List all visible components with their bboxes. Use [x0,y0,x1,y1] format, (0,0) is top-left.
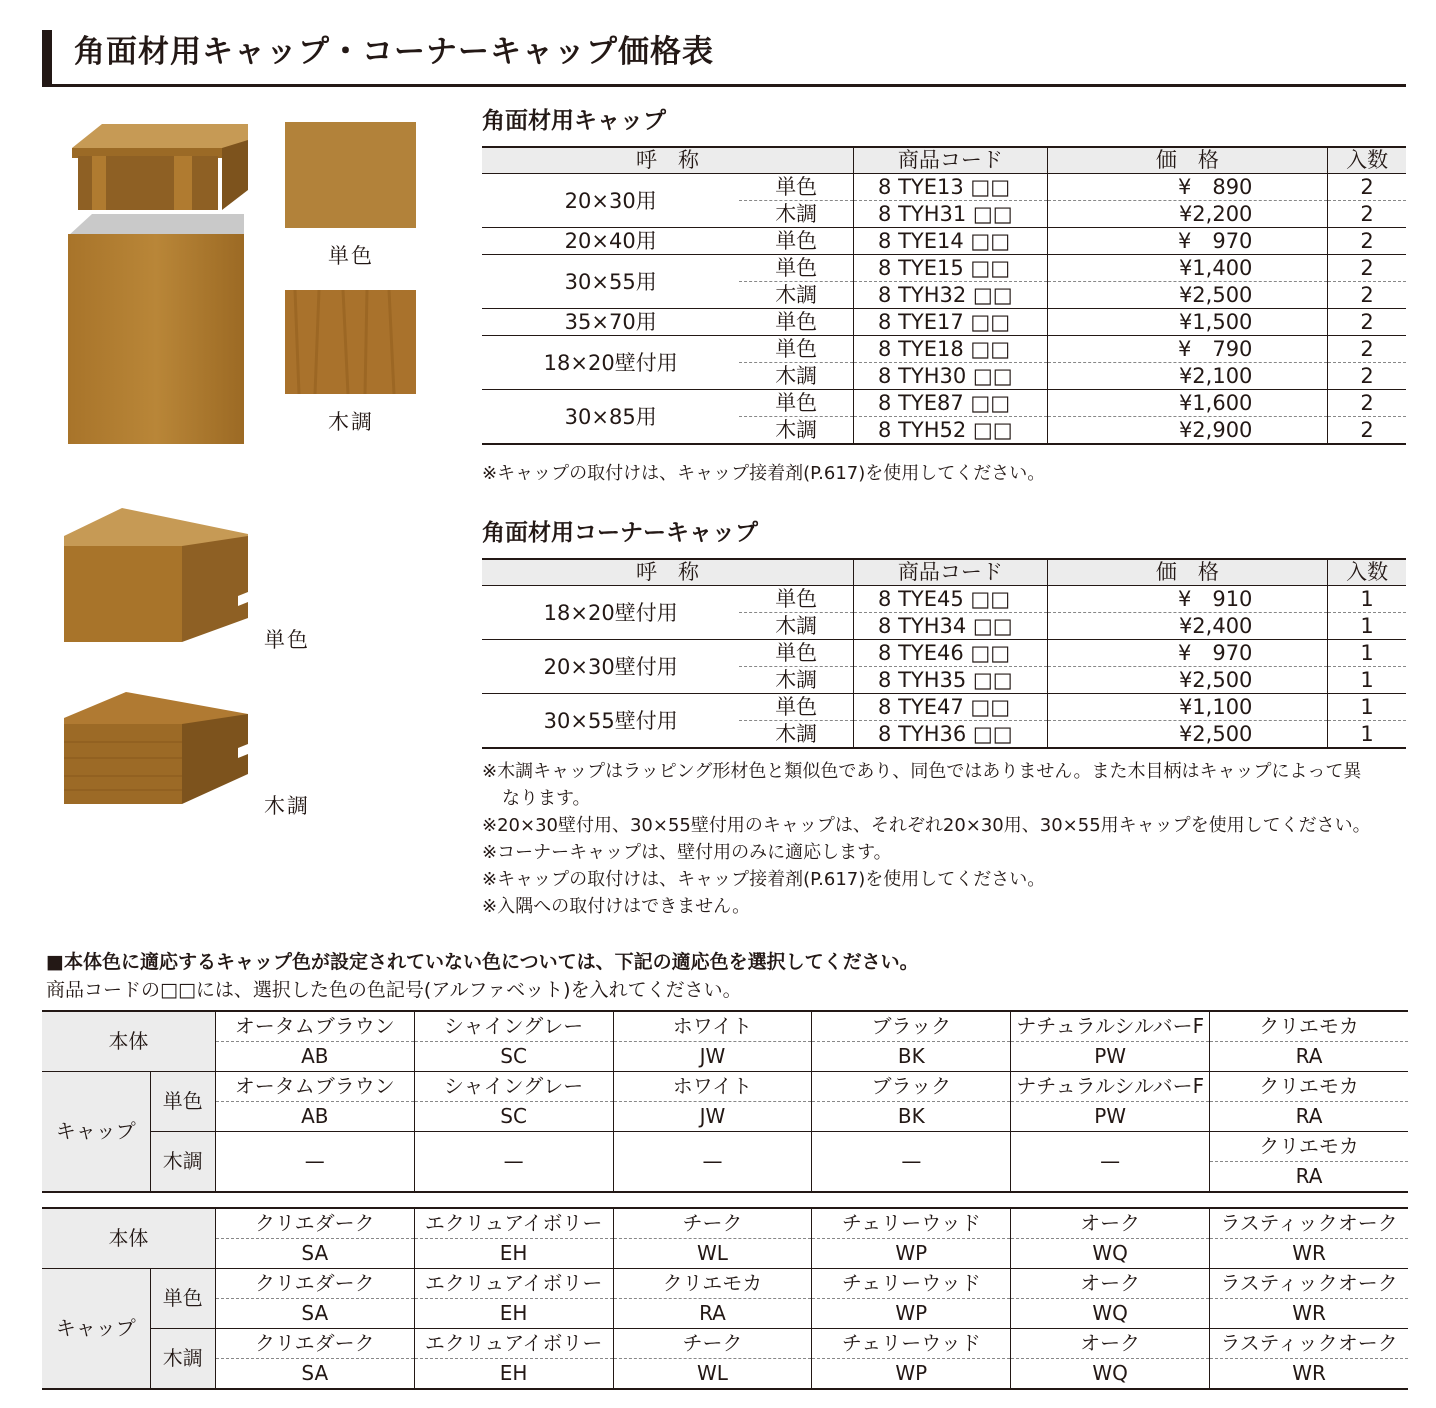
color-name-cell: ナチュラルシルバーF [1011,1011,1210,1042]
note-line: ※キャップの取付けは、キャップ接着剤(P.617)を使用してください。 [482,869,1046,890]
color-code-cell: WP [812,1299,1011,1329]
product-code-cell: 8 TYE46 □□ [854,640,1048,667]
product-code-cell: 8 TYH32 □□ [854,282,1048,309]
color-name-cell: オータムブラウン [215,1011,414,1042]
price-value: ¥1,500 [1178,310,1253,334]
cap-with-post-image [62,118,252,448]
quantity-cell: 1 [1328,586,1406,613]
price-cell [1047,174,1327,201]
table-row [482,640,1406,667]
color-code-row [42,1102,1408,1132]
price-value: ¥ 790 [1177,337,1253,361]
quantity-cell: 1 [1328,613,1406,640]
color-name-cell: エクリュアイボリー [414,1269,613,1299]
product-code-cell: 8 TYE15 □□ [854,255,1048,282]
color-code-cell: WR [1210,1299,1408,1329]
color-code-cell: WQ [1011,1239,1210,1269]
color-code-cell: SA [215,1239,414,1269]
size-cell: 30×55壁付用 [482,694,739,749]
color-table-2 [42,1207,1408,1390]
type-cell: 単色 [739,309,853,336]
color-name-cell: ナチュラルシルバーF [1011,1072,1210,1102]
swatch-label-single: 単色 [328,244,374,268]
color-name-row [42,1072,1408,1102]
corner-cap-wood-image [62,690,254,810]
type-cell: 単色 [739,174,853,201]
color-code-cell: WP [812,1239,1011,1269]
color-name-cell: クリエダーク [215,1269,414,1299]
table-row [482,586,1406,613]
price-value: ¥2,500 [1178,722,1253,746]
color-code-cell: EH [414,1359,613,1390]
color-name-row [42,1208,1408,1239]
note-line: ※コーナーキャップは、壁付用のみに適応します。 [482,842,892,863]
note-line: ※入隅への取付けはできません。 [482,896,751,917]
wood-color-label: 木調 [150,1329,215,1390]
color-name-cell: ブラック [812,1072,1011,1102]
color-code-cell: RA [1210,1042,1408,1072]
price-value: ¥2,500 [1178,283,1253,307]
body-label: 本体 [42,1011,215,1072]
color-code-cell: RA [1210,1162,1408,1193]
single-color-label: 単色 [150,1269,215,1329]
price-value: ¥2,400 [1178,614,1253,638]
color-name-cell: チーク [613,1208,812,1239]
price-cell [1047,363,1327,390]
size-cell: 18×20壁付用 [482,586,739,640]
price-value: ¥1,600 [1178,391,1253,415]
header-qty: 入数 [1328,559,1406,586]
color-name-cell: オーク [1011,1208,1210,1239]
color-name-cell: オータムブラウン [215,1072,414,1102]
cap-table-title: 角面材用キャップ [482,108,666,134]
table-row [482,309,1406,336]
type-cell: 木調 [739,363,853,390]
title-accent-bar [42,30,52,86]
type-cell: 木調 [739,721,853,749]
note-line: ※20×30壁付用、30×55壁付用のキャップは、それぞれ20×30用、30×55用キャップを使用してください。 [482,815,1371,836]
color-name-row [42,1132,1408,1162]
color-code-cell: WR [1210,1359,1408,1390]
color-name-cell: ラスティックオーク [1210,1329,1408,1359]
swatch-label-wood: 木調 [328,410,374,434]
color-table-1 [42,1010,1408,1193]
type-cell: 単色 [739,336,853,363]
type-cell: 単色 [739,640,853,667]
product-code-cell: 8 TYH34 □□ [854,613,1048,640]
product-code-cell: 8 TYE14 □□ [854,228,1048,255]
size-cell: 35×70用 [482,309,739,336]
cap-label: キャップ [42,1269,150,1390]
cap-note [482,460,1045,487]
product-code-cell: 8 TYH52 □□ [854,417,1048,445]
type-cell: 単色 [739,228,853,255]
table-row [482,694,1406,721]
color-name-cell: クリエモカ [1210,1072,1408,1102]
type-cell: 木調 [739,613,853,640]
quantity-cell: 1 [1328,640,1406,667]
note-line: ※木調キャップはラッピング形材色と類似色であり、同色ではありません。また木目柄はキャップによって異 [482,761,1362,782]
price-cell [1047,417,1327,445]
corner-table-title: 角面材用コーナーキャップ [482,520,758,546]
product-code-cell: 8 TYE45 □□ [854,586,1048,613]
price-cell [1047,228,1327,255]
price-value: ¥ 970 [1177,641,1253,665]
type-cell: 単色 [739,255,853,282]
color-code-cell: SC [414,1042,613,1072]
color-code-row [42,1359,1408,1390]
color-empty-cell: — [1011,1132,1210,1193]
price-value: ¥1,100 [1178,695,1253,719]
color-code-row [42,1299,1408,1329]
price-cell [1047,586,1327,613]
quantity-cell: 2 [1328,363,1406,390]
price-cell [1047,640,1327,667]
size-cell: 20×40用 [482,228,739,255]
color-code-cell: WQ [1011,1359,1210,1390]
color-code-cell: PW [1011,1102,1210,1132]
header-name: 呼 称 [482,147,854,174]
color-code-cell: EH [414,1299,613,1329]
color-code-cell: WQ [1011,1299,1210,1329]
price-value: ¥2,100 [1178,364,1253,388]
color-empty-cell: — [812,1132,1011,1193]
quantity-cell: 2 [1328,201,1406,228]
note-line: ※キャップの取付けは、キャップ接着剤(P.617)を使用してください。 [482,463,1046,484]
table-header-row [482,559,1406,586]
product-code-cell: 8 TYE87 □□ [854,390,1048,417]
price-value: ¥2,900 [1178,418,1253,442]
corner-cap-single-image [62,506,254,646]
color-name-cell: ブラック [812,1011,1011,1042]
color-code-cell: JW [613,1042,812,1072]
single-color-label: 単色 [150,1072,215,1132]
color-name-cell: チェリーウッド [812,1269,1011,1299]
corner-notes [482,758,1412,920]
color-code-row [42,1042,1408,1072]
color-code-cell: JW [613,1102,812,1132]
header-qty: 入数 [1328,147,1406,174]
price-cell [1047,613,1327,640]
price-cell [1047,694,1327,721]
type-cell: 単色 [739,694,853,721]
type-cell: 木調 [739,282,853,309]
product-code-cell: 8 TYE18 □□ [854,336,1048,363]
price-cell [1047,336,1327,363]
color-empty-cell: — [414,1132,613,1193]
color-code-cell: SA [215,1359,414,1390]
color-name-cell: シャイングレー [414,1011,613,1042]
color-section-subheading: 商品コードの□□には、選択した色の色記号(アルファベット)を入れてください。 [46,979,742,1001]
table-row [482,336,1406,363]
color-code-cell: RA [1210,1102,1408,1132]
color-name-cell: シャイングレー [414,1072,613,1102]
product-code-cell: 8 TYH30 □□ [854,363,1048,390]
corner-price-table [482,558,1406,749]
color-code-cell: AB [215,1102,414,1132]
quantity-cell: 2 [1328,174,1406,201]
table-row [482,174,1406,201]
color-name-cell: ラスティックオーク [1210,1269,1408,1299]
size-cell: 18×20壁付用 [482,336,739,390]
color-name-cell: クリエモカ [613,1269,812,1299]
color-name-cell: エクリュアイボリー [414,1329,613,1359]
color-name-cell: クリエモカ [1210,1132,1408,1162]
quantity-cell: 2 [1328,228,1406,255]
color-name-cell: クリエモカ [1210,1011,1408,1042]
color-name-row [42,1011,1408,1042]
single-color-swatch [285,122,416,228]
type-cell: 単色 [739,586,853,613]
product-code-cell: 8 TYE47 □□ [854,694,1048,721]
price-value: ¥ 910 [1177,587,1253,611]
corner-label-wood: 木調 [264,794,310,818]
color-name-cell: チーク [613,1329,812,1359]
quantity-cell: 2 [1328,417,1406,445]
price-cell [1047,282,1327,309]
wood-color-label: 木調 [150,1132,215,1193]
body-label: 本体 [42,1208,215,1269]
size-cell: 30×55用 [482,255,739,309]
product-code-cell: 8 TYE13 □□ [854,174,1048,201]
quantity-cell: 1 [1328,667,1406,694]
table-row [482,228,1406,255]
color-name-row [42,1329,1408,1359]
table-row [482,255,1406,282]
quantity-cell: 2 [1328,309,1406,336]
quantity-cell: 2 [1328,390,1406,417]
header-name: 呼 称 [482,559,854,586]
header-code: 商品コード [854,559,1048,586]
price-value: ¥ 970 [1177,229,1253,253]
color-section-heading: ■本体色に適応するキャップ色が設定されていない色については、下記の適応色を選択してください。 [46,951,919,973]
price-value: ¥ 890 [1177,175,1253,199]
color-name-cell: クリエダーク [215,1208,414,1239]
corner-label-single: 単色 [264,628,310,652]
price-value: ¥2,500 [1178,668,1253,692]
product-code-cell: 8 TYH35 □□ [854,667,1048,694]
title-rule [42,84,1406,87]
cap-label: キャップ [42,1072,150,1193]
product-code-cell: 8 TYH31 □□ [854,201,1048,228]
price-cell [1047,721,1327,749]
color-code-cell: AB [215,1042,414,1072]
price-cell [1047,667,1327,694]
page-title: 角面材用キャップ・コーナーキャップ価格表 [74,34,714,70]
type-cell: 単色 [739,390,853,417]
cap-price-table [482,146,1406,445]
color-code-cell: RA [613,1299,812,1329]
header-price: 価 格 [1047,559,1327,586]
color-name-cell: ホワイト [613,1072,812,1102]
table-row [482,390,1406,417]
wood-grain-swatch [285,290,416,394]
price-value: ¥1,400 [1178,256,1253,280]
color-code-cell: WL [613,1239,812,1269]
header-price: 価 格 [1047,147,1327,174]
quantity-cell: 1 [1328,721,1406,749]
type-cell: 木調 [739,201,853,228]
size-cell: 20×30壁付用 [482,640,739,694]
size-cell: 20×30用 [482,174,739,228]
quantity-cell: 2 [1328,282,1406,309]
price-value: ¥2,200 [1178,202,1253,226]
color-code-cell: WL [613,1359,812,1390]
color-code-cell: WP [812,1359,1011,1390]
price-cell [1047,309,1327,336]
color-name-cell: ラスティックオーク [1210,1208,1408,1239]
color-name-cell: オーク [1011,1329,1210,1359]
color-code-cell: SA [215,1299,414,1329]
color-code-cell: BK [812,1042,1011,1072]
color-code-cell: EH [414,1239,613,1269]
size-cell: 30×85用 [482,390,739,445]
quantity-cell: 1 [1328,694,1406,721]
color-name-cell: チェリーウッド [812,1208,1011,1239]
note-line: なります。 [502,788,591,809]
quantity-cell: 2 [1328,336,1406,363]
color-code-cell: BK [812,1102,1011,1132]
color-code-row [42,1239,1408,1269]
color-name-cell: チェリーウッド [812,1329,1011,1359]
quantity-cell: 2 [1328,255,1406,282]
price-cell [1047,255,1327,282]
product-code-cell: 8 TYH36 □□ [854,721,1048,749]
color-code-cell: PW [1011,1042,1210,1072]
color-empty-cell: — [613,1132,812,1193]
header-code: 商品コード [854,147,1048,174]
table-header-row [482,147,1406,174]
color-name-cell: エクリュアイボリー [414,1208,613,1239]
type-cell: 木調 [739,667,853,694]
color-code-cell: WR [1210,1239,1408,1269]
product-code-cell: 8 TYE17 □□ [854,309,1048,336]
type-cell: 木調 [739,417,853,445]
price-cell [1047,201,1327,228]
color-name-cell: ホワイト [613,1011,812,1042]
color-name-row [42,1269,1408,1299]
price-cell [1047,390,1327,417]
color-name-cell: オーク [1011,1269,1210,1299]
color-name-cell: クリエダーク [215,1329,414,1359]
color-code-cell: SC [414,1102,613,1132]
color-empty-cell: — [215,1132,414,1193]
